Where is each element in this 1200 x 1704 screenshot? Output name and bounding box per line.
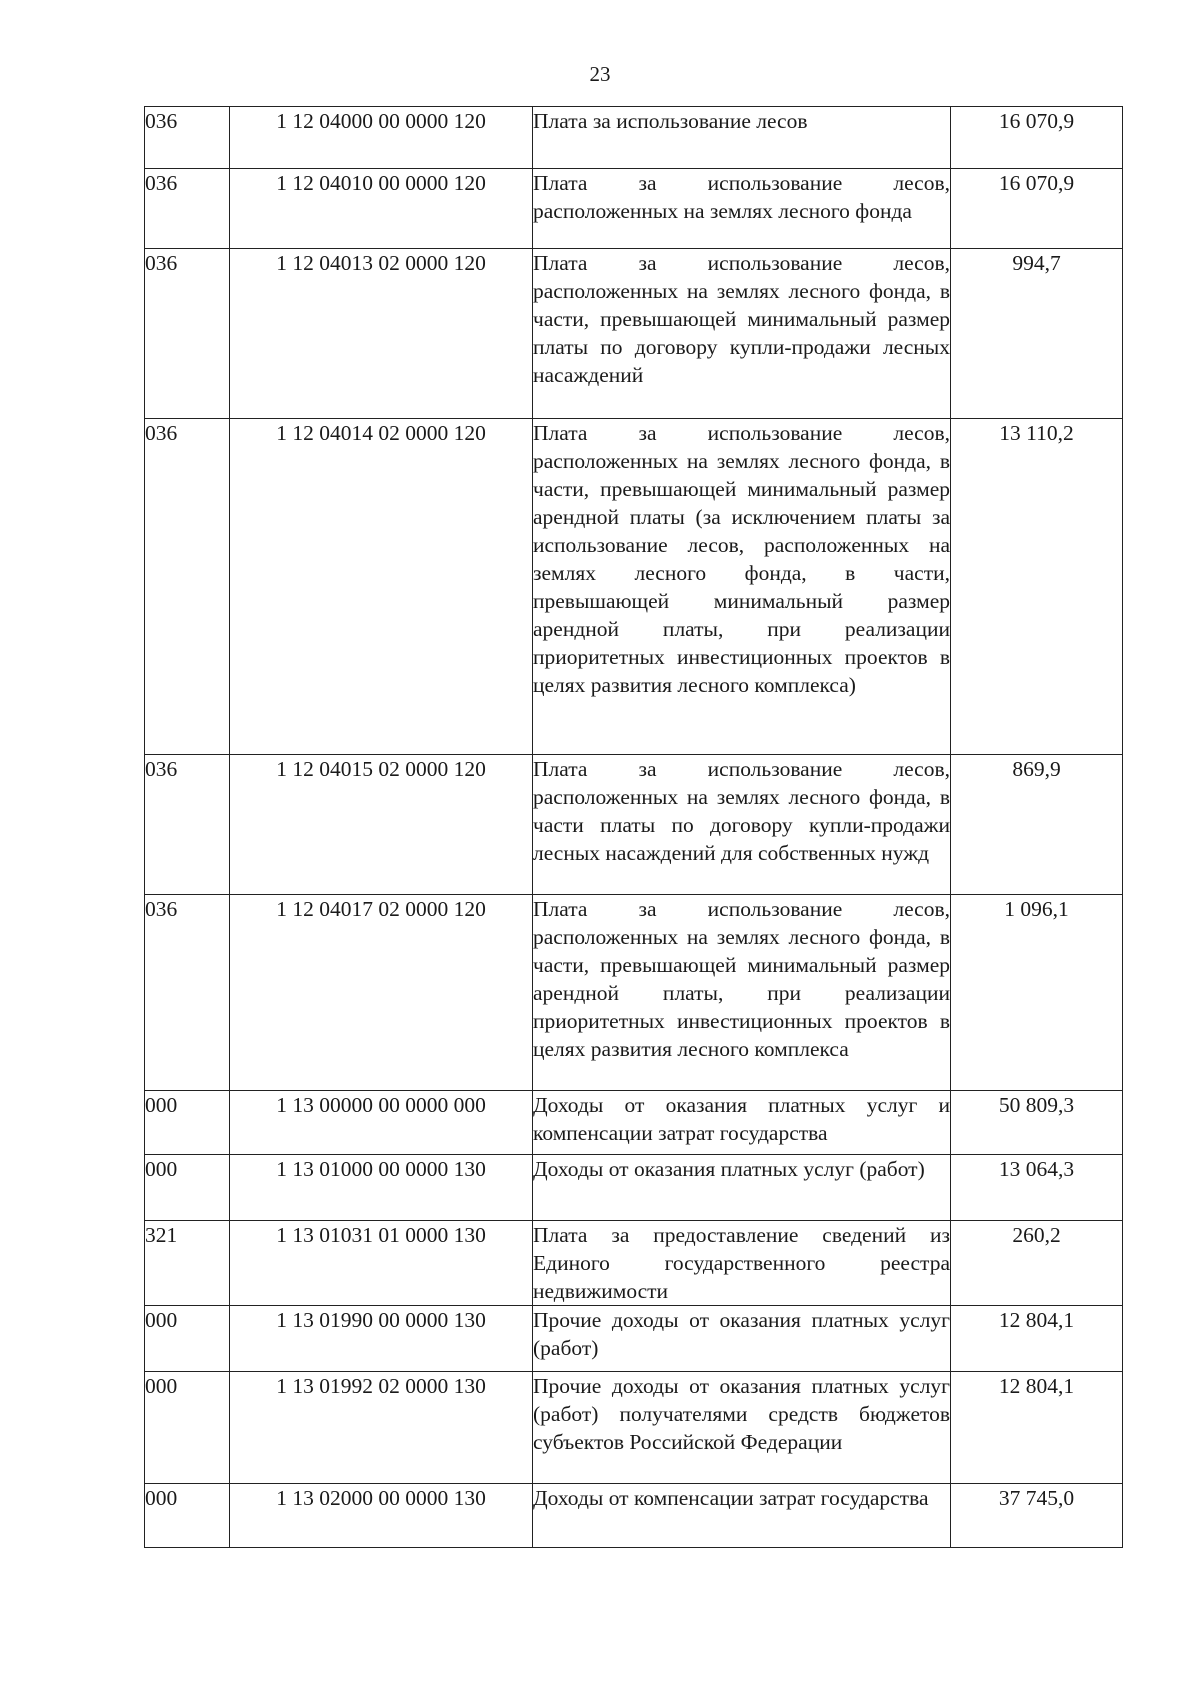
revenue-name-cell: Прочие доходы от оказания платных услуг (работ) получателями средств бюджетов субъектов Российской Федерации xyxy=(533,1372,951,1484)
amount-cell: 37 745,0 xyxy=(951,1484,1123,1548)
revenue-name-cell: Прочие доходы от оказания платных услуг (работ) xyxy=(533,1306,951,1372)
table-row xyxy=(145,755,1123,895)
budget-code-cell: 1 12 04013 02 0000 120 xyxy=(230,249,533,419)
revenue-name-cell: Плата за использование лесов, расположенных на землях лесного фонда, в части, превышающей минимальный размер платы по договору купли-продажи лесных насаждений xyxy=(533,249,951,419)
admin-code-cell: 036 xyxy=(145,249,230,419)
revenue-name-cell: Плата за использование лесов, расположенных на землях лесного фонда, в части, превышающей минимальный размер арендной платы, при реализации приоритетных инвестиционных проектов в целях развития лесного комплекса xyxy=(533,895,951,1091)
table-row xyxy=(145,419,1123,755)
budget-code-cell: 1 13 01990 00 0000 130 xyxy=(230,1306,533,1372)
revenue-name-cell: Плата за использование лесов, расположенных на землях лесного фонда, в части, превышающей минимальный размер арендной платы (за исключением платы за использование лесов, расположенных на землях лесного фонда, в части, превышающей минимальный размер арендной платы, при реализации приоритетных инвестиционных проектов в целях развития лесного комплекса) xyxy=(533,419,951,755)
amount-cell: 260,2 xyxy=(951,1221,1123,1306)
table-row xyxy=(145,1221,1123,1306)
revenue-name-cell: Доходы от оказания платных услуг (работ) xyxy=(533,1155,951,1221)
amount-cell: 1 096,1 xyxy=(951,895,1123,1091)
amount-cell: 16 070,9 xyxy=(951,169,1123,249)
revenue-name-cell: Плата за использование лесов xyxy=(533,107,951,169)
amount-cell: 994,7 xyxy=(951,249,1123,419)
admin-code-cell: 321 xyxy=(145,1221,230,1306)
revenue-name-cell: Доходы от компенсации затрат государства xyxy=(533,1484,951,1548)
revenue-table xyxy=(144,106,1123,1548)
revenue-name-cell: Доходы от оказания платных услуг и компенсации затрат государства xyxy=(533,1091,951,1155)
amount-cell: 12 804,1 xyxy=(951,1372,1123,1484)
revenue-name-cell: Плата за предоставление сведений из Единого государственного реестра недвижимости xyxy=(533,1221,951,1306)
table-row xyxy=(145,169,1123,249)
amount-cell: 13 064,3 xyxy=(951,1155,1123,1221)
table-row xyxy=(145,1155,1123,1221)
budget-code-cell: 1 12 04014 02 0000 120 xyxy=(230,419,533,755)
table-row xyxy=(145,1306,1123,1372)
budget-code-cell: 1 13 01000 00 0000 130 xyxy=(230,1155,533,1221)
revenue-name-cell: Плата за использование лесов, расположенных на землях лесного фонда, в части платы по договору купли-продажи лесных насаждений для собственных нужд xyxy=(533,755,951,895)
admin-code-cell: 000 xyxy=(145,1484,230,1548)
admin-code-cell: 036 xyxy=(145,419,230,755)
admin-code-cell: 000 xyxy=(145,1306,230,1372)
amount-cell: 16 070,9 xyxy=(951,107,1123,169)
table-row xyxy=(145,107,1123,169)
admin-code-cell: 036 xyxy=(145,895,230,1091)
amount-cell: 869,9 xyxy=(951,755,1123,895)
admin-code-cell: 036 xyxy=(145,107,230,169)
budget-code-cell: 1 12 04000 00 0000 120 xyxy=(230,107,533,169)
budget-code-cell: 1 12 04010 00 0000 120 xyxy=(230,169,533,249)
table-row xyxy=(145,1372,1123,1484)
admin-code-cell: 000 xyxy=(145,1155,230,1221)
admin-code-cell: 036 xyxy=(145,755,230,895)
budget-code-cell: 1 12 04017 02 0000 120 xyxy=(230,895,533,1091)
table-row xyxy=(145,895,1123,1091)
admin-code-cell: 000 xyxy=(145,1091,230,1155)
budget-code-cell: 1 13 01992 02 0000 130 xyxy=(230,1372,533,1484)
page-number: 23 xyxy=(589,62,611,86)
budget-code-cell: 1 13 02000 00 0000 130 xyxy=(230,1484,533,1548)
table-row xyxy=(145,1091,1123,1155)
table-row xyxy=(145,249,1123,419)
amount-cell: 13 110,2 xyxy=(951,419,1123,755)
budget-code-cell: 1 12 04015 02 0000 120 xyxy=(230,755,533,895)
amount-cell: 50 809,3 xyxy=(951,1091,1123,1155)
amount-cell: 12 804,1 xyxy=(951,1306,1123,1372)
budget-code-cell: 1 13 00000 00 0000 000 xyxy=(230,1091,533,1155)
budget-code-cell: 1 13 01031 01 0000 130 xyxy=(230,1221,533,1306)
admin-code-cell: 000 xyxy=(145,1372,230,1484)
admin-code-cell: 036 xyxy=(145,169,230,249)
table-row xyxy=(145,1484,1123,1548)
revenue-name-cell: Плата за использование лесов, расположенных на землях лесного фонда xyxy=(533,169,951,249)
